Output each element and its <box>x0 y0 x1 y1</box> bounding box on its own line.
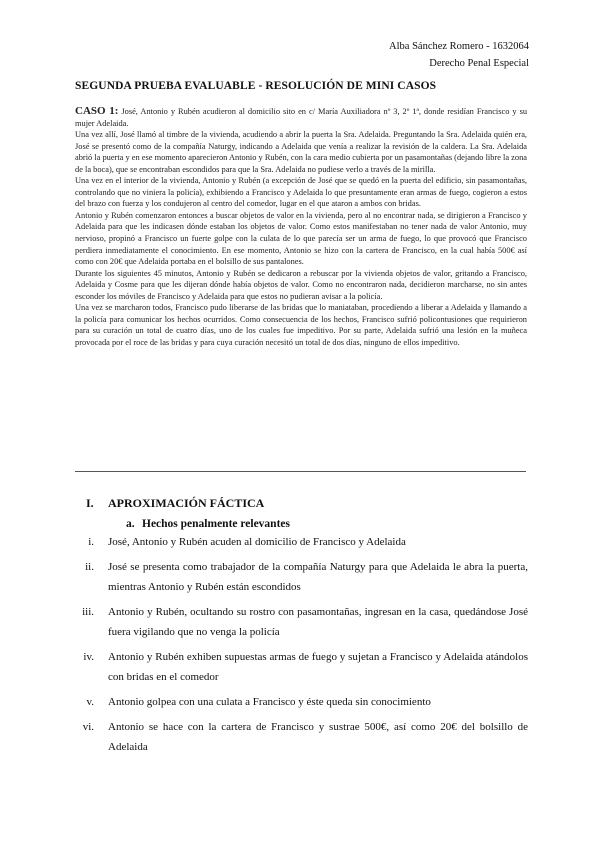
item-text: Antonio golpea con una culata a Francisco y éste queda sin conocimiento <box>108 696 431 708</box>
page-header <box>389 38 529 72</box>
case-paragraph: Una vez se marcharon todos, Francisco pudo liberarse de las bridas que lo maniataban, procediendo a liberar a Adelaida y llamando a la policía para comunicar los hechos ocurridos. Como consecuencia de los hechos, Francisco sufrió policontusiones que requirieron para su curación un total de cuatro días, uno de los cuales fue impeditivo. Por su parte, Adelaida sufrió una lesión en la muñeca provocada por el roce de las bridas y para cuya curación necesitó un total de dos días, ninguno de ellos impeditivo. <box>75 303 527 347</box>
facts-list <box>66 532 528 762</box>
subsection-heading <box>126 518 290 530</box>
item-number: i. <box>88 536 94 548</box>
document-title: SEGUNDA PRUEBA EVALUABLE - RESOLUCIÓN DE MINI CASOS <box>75 80 437 92</box>
item-text: Antonio se hace con la cartera de Francisco y sustrae 500€, así como 20€ del bolsillo de Adelaida <box>108 721 528 753</box>
case-label: CASO 1: <box>75 105 119 117</box>
subsection-title: Hechos penalmente relevantes <box>142 518 290 530</box>
item-number: ii. <box>85 561 94 573</box>
subsection-number: a. <box>126 518 135 530</box>
horizontal-divider <box>75 471 526 472</box>
item-text: Antonio y Rubén, ocultando su rostro con pasamontañas, ingresan en la casa, quedándose José fuera vigilando que no venga la policía <box>108 606 528 638</box>
section-number: I. <box>86 496 94 510</box>
list-item <box>66 602 528 642</box>
list-item <box>66 692 528 712</box>
item-text: José se presenta como trabajador de la compañía Naturgy para que Adelaida le abra la puerta, mientras Antonio y Rubén están escondidos <box>108 561 528 593</box>
case-paragraph: Durante los siguientes 45 minutos, Antonio y Rubén se dedicaron a rebuscar por la vivienda objetos de valor, gritando a Francisco, Adelaida y Cosme para que les dijeran dónde había objetos de valor. Como no encontraron nada, decidieron marcharse, no sin antes esconder los móviles de Francisco y Adelaida para que estos no pudieran avisar a la policía. <box>75 268 527 301</box>
item-text: Antonio y Rubén exhiben supuestas armas de fuego y sujetan a Francisco y Adelaida atándolos con bridas en el comedor <box>108 651 528 683</box>
list-item <box>66 647 528 687</box>
case-paragraph: Una vez en el interior de la vivienda, Antonio y Rubén (a excepción de José que se quedó en la puerta del edificio, sin pasamontañas, controlando que no viniera la policía), exhibiendo a Francisco y Adelaida lo que presuntamente eran armas de fuego, cogieron a estos del brazo con fuerza y los condujeron al centro del comedor, lugar en el que ataron a ambos con bridas. <box>75 176 527 209</box>
case-intro <box>75 106 527 129</box>
case-paragraph: Una vez allí, José llamó al timbre de la vivienda, acudiendo a abrir la puerta la Sra. Adelaida. Preguntando la Sra. Adelaida quién era, José se presentó como de la compañía Naturgy, indicando a Adelaida que venía a realizar la revisión de la caldera. La Sra. Adelaida abrió la puerta y en ese momento aparecieron Antonio y Rubén, con la cara medio cubierta por un pasamontañas (dejando libre la zona de la boca), que se encontraban escondidos para que la Sra. Adelaida no pudiese verlo a través de la mirilla. <box>75 130 527 174</box>
case-statement <box>75 106 527 348</box>
section-title: APROXIMACIÓN FÁCTICA <box>108 496 265 510</box>
item-number: iii. <box>82 606 94 618</box>
list-item <box>66 557 528 597</box>
case-paragraph: Antonio y Rubén comenzaron entonces a buscar objetos de valor en la vivienda, pero al no encontrar nada, se dirigieron a Francisco y Adelaida para que les indicasen dónde estaban los objetos de valor. Como estos manifestaban no tener nada de valor Antonio, muy nervioso, propinó a Francisco un fuerte golpe con la culata de lo que parecía ser un arma de fuego, lo que provocó que Francisco perdiera inmediatamente el conocimiento. En ese momento, Antonio se hizo con la cartera de Francisco, en la cual había 500€ así como con 20€ que Adelaida portaba en el bolsillo de sus pantalones. <box>75 210 527 267</box>
item-number: v. <box>86 696 94 708</box>
course-line: Derecho Penal Especial <box>429 58 529 69</box>
case-intro-text: José, Antonio y Rubén acudieron al domicilio sito en c/ María Auxiliadora nº 3, 2º 1ª, donde residían Francisco y su mujer Adelaida. <box>75 107 528 128</box>
item-text: José, Antonio y Rubén acuden al domicilio de Francisco y Adelaida <box>108 536 406 548</box>
list-item <box>66 717 528 757</box>
author-line: Alba Sánchez Romero - 1632064 <box>389 41 529 52</box>
section-heading <box>86 496 264 511</box>
list-item <box>66 532 528 552</box>
item-number: iv. <box>83 651 94 663</box>
item-number: vi. <box>82 721 94 733</box>
